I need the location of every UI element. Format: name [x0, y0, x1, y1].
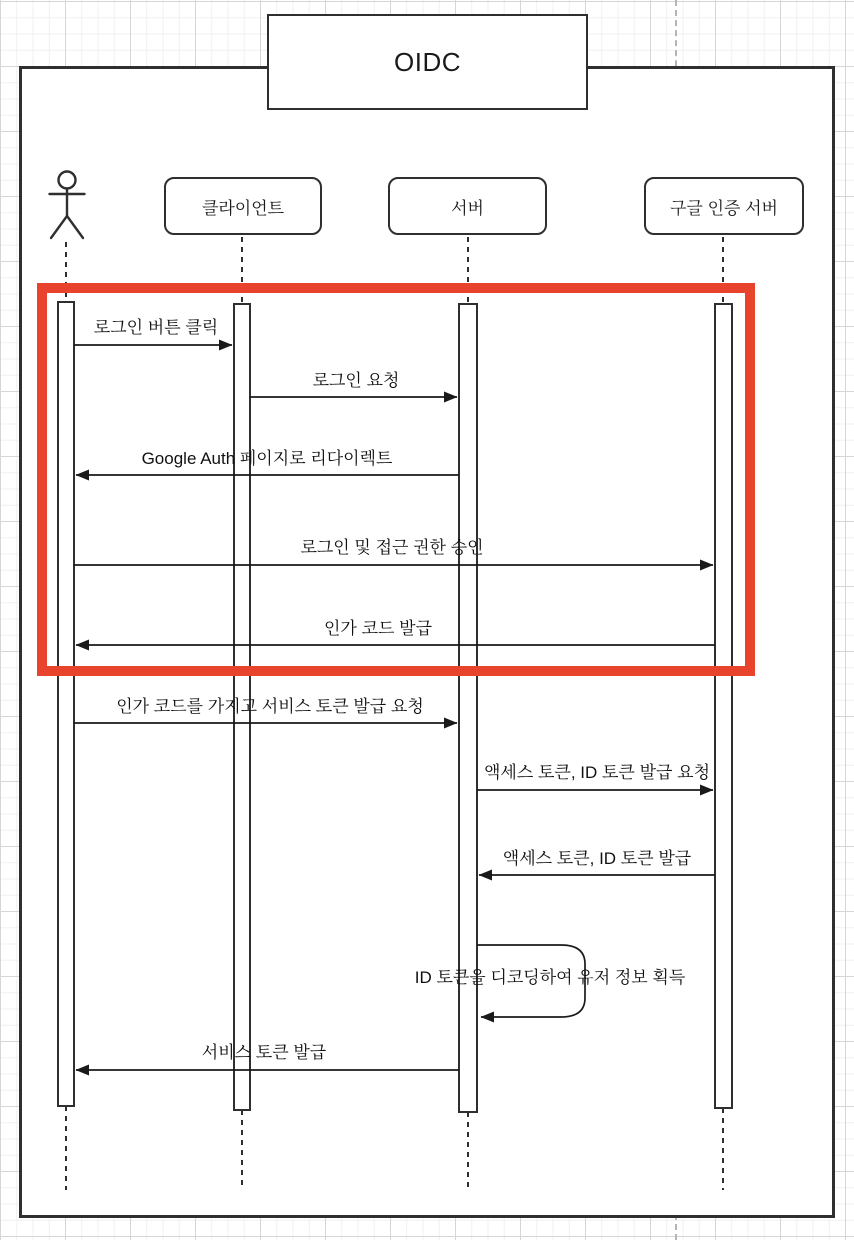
message-label-6: 인가 코드를 가지고 서비스 토큰 발급 요청 — [116, 697, 424, 716]
message-label-10: 서비스 토큰 발급 — [201, 1043, 327, 1062]
message-label-1: 로그인 버튼 클릭 — [93, 318, 219, 337]
actor-label-client: 클라이언트 — [201, 198, 285, 218]
message-label-7: 액세스 토큰, ID 토큰 발급 요청 — [484, 763, 710, 782]
message-label-8: 액세스 토큰, ID 토큰 발급 — [502, 849, 692, 868]
message-label-3: Google Auth 페이지로 리다이렉트 — [141, 449, 393, 468]
actor-label-google: 구글 인증 서버 — [670, 198, 778, 218]
diagram-title: OIDC — [394, 46, 461, 77]
message-label-9: ID 토큰을 디코딩하여 유저 정보 획득 — [414, 968, 686, 987]
actor-label-server: 서버 — [451, 198, 484, 218]
highlight-box — [37, 283, 755, 676]
message-label-2: 로그인 요청 — [312, 371, 400, 390]
message-label-5: 인가 코드 발급 — [324, 619, 432, 638]
message-label-4: 로그인 및 접근 권한 승인 — [300, 538, 484, 557]
